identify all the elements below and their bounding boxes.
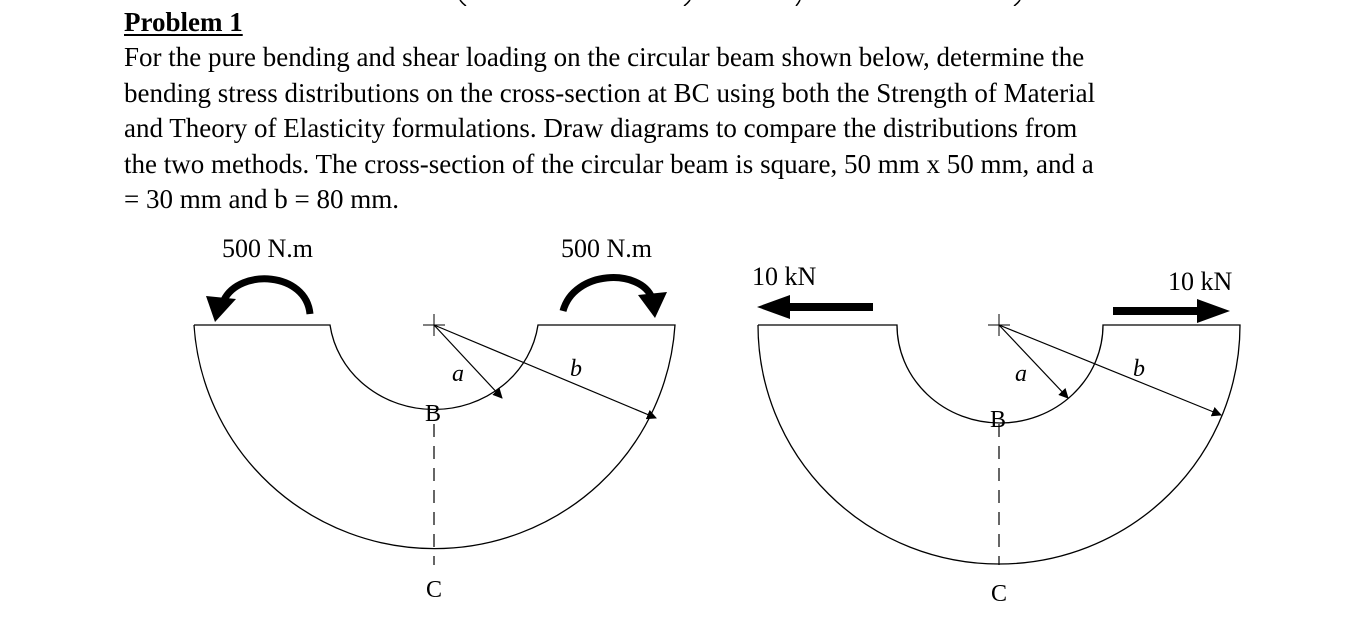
problem-title: Problem 1 <box>124 7 243 37</box>
arrowhead-icon <box>638 292 667 318</box>
moment-label: 500 N.m <box>222 234 313 263</box>
cropped-previous-content <box>400 0 1100 6</box>
beam-diagrams <box>0 220 1352 628</box>
radius-b-label: b <box>1133 356 1145 382</box>
problem-line: the two methods. The cross-section of the circular beam is square, 50 mm x 50 mm, and a <box>124 148 1094 179</box>
circular-beam-outline <box>758 325 1240 564</box>
problem-line: = 30 mm and b = 80 mm. <box>124 184 399 214</box>
problem-line: For the pure bending and shear loading on the circular beam shown below, determine the <box>124 42 1085 72</box>
moment-arrow-icon <box>563 278 652 311</box>
force-label: 10 kN <box>1168 267 1233 296</box>
problem-statement <box>124 40 1264 218</box>
outer-radius-arrow <box>999 325 1221 415</box>
radius-a-label: a <box>1015 361 1027 387</box>
point-c-label: C <box>991 581 1008 607</box>
force-label: 10 kN <box>752 262 817 291</box>
inner-radius-arrow <box>434 325 502 398</box>
point-c-label: C <box>426 577 443 603</box>
radius-a-label: a <box>452 361 464 387</box>
moment-label: 500 N.m <box>561 234 652 263</box>
point-b-label: B <box>990 407 1007 433</box>
radius-b-label: b <box>570 356 582 382</box>
arrowhead-icon <box>206 296 236 322</box>
pure-bending-figure <box>194 234 675 603</box>
inner-radius-arrow <box>999 325 1068 398</box>
arrowhead-icon <box>757 295 790 319</box>
point-b-label: B <box>425 401 442 427</box>
moment-arrow-icon <box>224 279 310 314</box>
problem-line: bending stress distributions on the cross-section at BC using both the Strength of Material <box>124 77 1096 108</box>
shear-loading-figure <box>752 262 1240 607</box>
problem-line: and Theory of Elasticity formulations. Draw diagrams to compare the distributions from <box>124 113 1078 143</box>
arrowhead-icon <box>1197 299 1230 323</box>
